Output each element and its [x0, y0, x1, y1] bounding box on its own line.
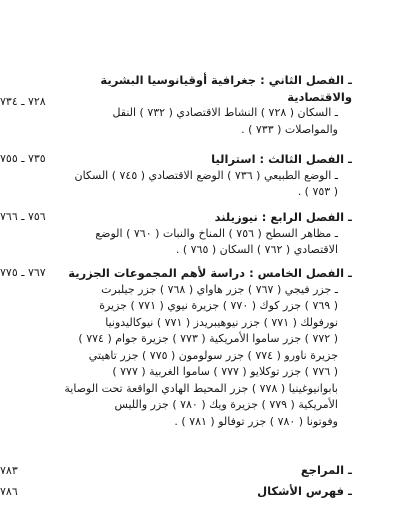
chapter-3-title: ـ الفصل الثالث : استراليا — [211, 152, 352, 166]
chapter-5-entry — [64, 265, 352, 430]
chapter-5-sub-line-3: نورفولك ( ٧٧١ ) جزر نيوهيبريدز ( ٧٧١ ) نيوكاليدونيا — [105, 315, 338, 329]
chapter-5-sub-line-9: وفوتونا ( ٧٨٠ ) جزر توفالو ( ٧٨١ ) . — [174, 414, 338, 428]
chapter-5-sub-line-4: ( ٧٧٢ ) جزر ساموا الأمريكية ( ٧٧٣ ) جزيرة جوام ( ٧٧٤ ) — [78, 332, 338, 345]
chapter-4-entry — [82, 209, 352, 259]
references-title: ـ المراجع — [300, 463, 352, 477]
chapter-2-entry — [82, 72, 352, 138]
chapter-5-sub-line-2: ( ٧٦٩ ) جزر كوك ( ٧٧٠ ) جزيرة نيوي ( ٧٧١ ) جزيرة — [99, 299, 338, 312]
chapter-2-sub-line-2: والمواصلات ( ٧٣٣ ) . — [241, 122, 338, 136]
chapter-5-sub-line-1: ـ جزر فيجي ( ٧٦٧ ) جزر هاواي ( ٧٦٨ ) جزر جيلبرت — [101, 282, 338, 296]
chapter-5-sub-line-5: جزيرة ناورو ( ٧٧٤ ) جزر سولومون ( ٧٧٥ ) جزر تاهيتي — [88, 348, 338, 362]
chapter-3-page-range: ٧٣٥ ـ ٧٥٥ — [0, 152, 46, 165]
chapter-2-pages — [0, 94, 64, 110]
chapter-5-sub-line-6: ( ٧٧٦ ) جزر توكلايو ( ٧٧٧ ) ساموا الغربية ( ٧٧٧ ) — [112, 365, 338, 378]
chapter-2-title: ـ الفصل الثاني : جغرافية أوقيانوسيا البشرية — [100, 73, 352, 87]
chapter-4-pages — [0, 209, 64, 225]
chapter-5-sub-line-7: بابوانيوغينيا ( ٧٧٨ ) جزر المحيط الهادي الواقعة تحت الوصاية — [64, 381, 338, 395]
chapter-3-sub-line-1: ـ الوضع الطبيعي ( ٧٣٦ ) الوضع الاقتصادي ( ٧٤٥ ) السكان — [74, 168, 338, 182]
chapter-4-sub-line-2: الاقتصادي ( ٧٦٢ ) السكان ( ٧٦٥ ) . — [175, 243, 338, 256]
chapter-2-page-range: ٧٢٨ ـ ٧٣٤ — [0, 95, 46, 108]
chapter-2-sub-line-1: ـ السكان ( ٧٢٨ ) النشاط الاقتصادي ( ٧٣٢ ) النقل — [112, 106, 338, 119]
chapter-4-page-range: ٧٥٦ ـ ٧٦٦ — [0, 210, 46, 223]
chapter-4-title: ـ الفصل الرابع : نيوزيلند — [214, 210, 352, 224]
chapter-5-sub-line-8: الأمريكية ( ٧٧٩ ) جزيرة ويك ( ٧٨٠ ) جزر والليس — [114, 398, 338, 411]
chapter-4-sub-line-1: ـ مظاهر السطح ( ٧٥٦ ) المناخ والنبات ( ٧٦٠ ) الوضع — [95, 226, 338, 240]
chapter-5-title: ـ الفصل الخامس : دراسة لأهم المجموعات الجزرية — [68, 266, 352, 280]
figures-index-title: ـ فهرس الأشكال — [257, 484, 352, 498]
chapter-3-pages — [0, 151, 64, 167]
chapter-3-entry — [74, 151, 352, 201]
references-page-number: ٧٨٣ — [0, 464, 18, 477]
chapter-5-page-range: ٧٦٧ ـ ٧٧٥ — [0, 266, 46, 279]
chapter-3-sub-line-2: ( ٧٥٣ ) . — [297, 185, 338, 198]
figures-index-page-number: ٧٨٦ — [0, 485, 18, 498]
references-pages — [0, 463, 64, 479]
chapter-5-pages — [0, 265, 64, 281]
figures-index-pages — [0, 484, 64, 500]
chapter-2-title-cont: والاقتصادية — [287, 89, 352, 104]
